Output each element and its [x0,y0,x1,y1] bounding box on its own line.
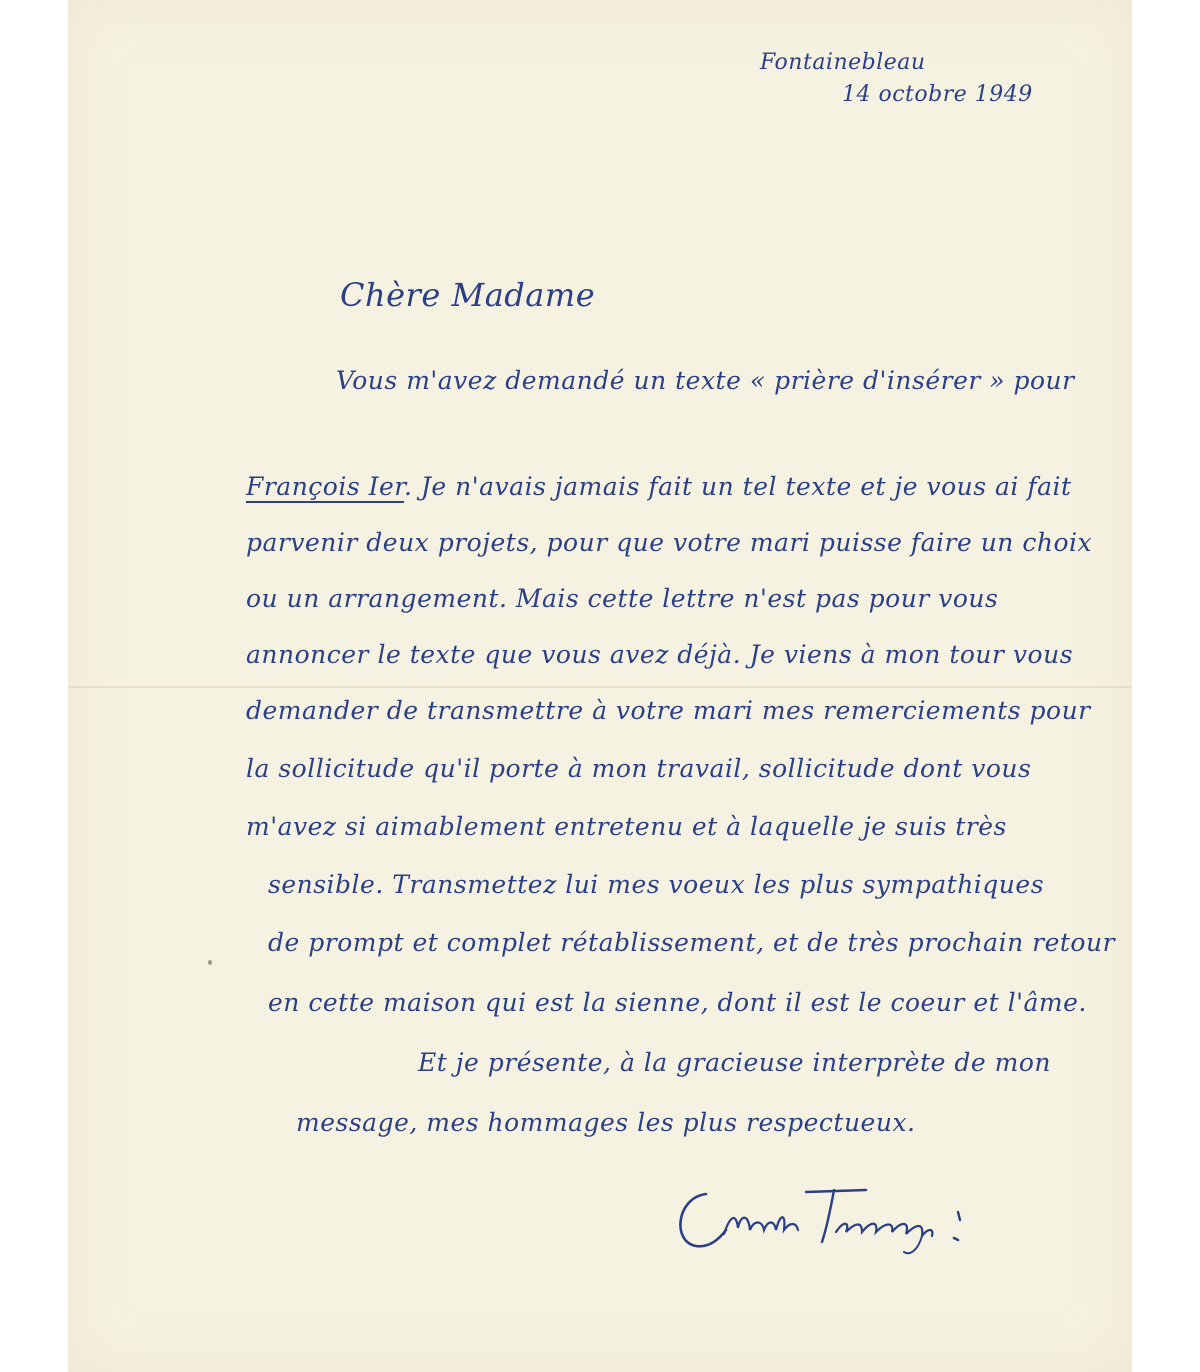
paper-speck [208,960,212,965]
letter-line-9: sensible. Transmettez lui mes voeux les plus sympathiques [268,870,1045,899]
letter-line-5: annoncer le texte que vous avez déjà. Je viens à mon tour vous [246,640,1074,669]
letter-date: 14 octobre 1949 [842,82,1033,107]
letter-line-6: demander de transmettre à votre mari mes remerciements pour [246,696,1091,725]
book-title: François Ier [246,472,405,501]
letter-line-8: m'avez si aimablement entretenu et à laquelle je suis très [246,812,1007,841]
letter-line-1: Vous m'avez demandé un texte « prière d'insérer » pour [336,366,1075,395]
letter-line-2-rest: . Je n'avais jamais fait un tel texte et je vous ai fait [404,472,1072,501]
letter-salutation: Chère Madame [340,276,596,314]
fold-crease [68,686,1132,688]
letter-line-12: Et je présente, à la gracieuse interprète de mon [418,1048,1051,1077]
letter-line-10: de prompt et complet rétablissement, et de très prochain retour [268,928,1116,957]
letter-line-3: parvenir deux projets, pour que votre mari puisse faire un choix [246,528,1093,557]
letter-line-11: en cette maison qui est la sienne, dont il est le coeur et l'âme. [268,988,1087,1017]
letter-sheet [68,0,1132,1372]
letter-line-4: ou un arrangement. Mais cette lettre n'est pas pour vous [246,584,999,613]
letter-place: Fontainebleau [760,50,926,75]
letter-line-13: message, mes hommages les plus respectueux. [296,1108,916,1137]
letter-line-2 [246,472,1072,501]
handwritten-signature [666,1172,986,1262]
letter-line-7: la sollicitude qu'il porte à mon travail, sollicitude dont vous [246,754,1032,783]
